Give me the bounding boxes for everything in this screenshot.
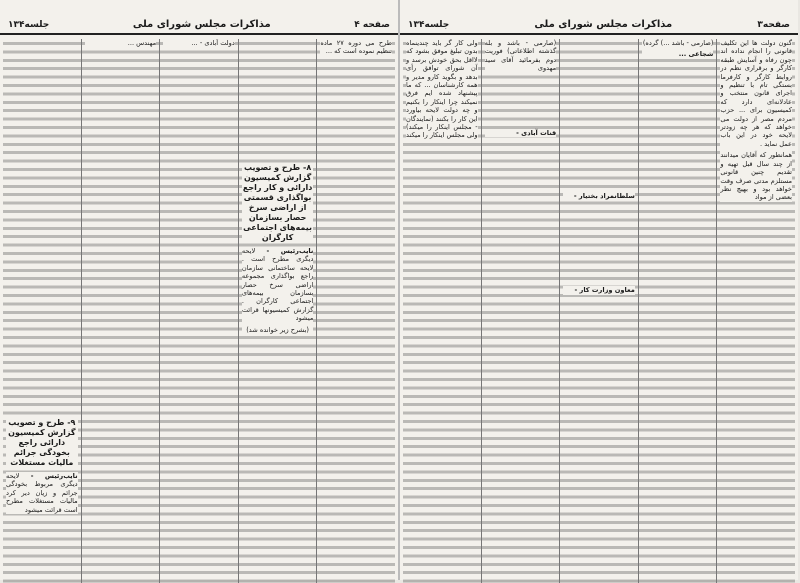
speaker-name: سلطانمراد بختیار -	[563, 192, 635, 200]
column-1	[316, 39, 395, 583]
paragraph: (صارمی - باشد ...) گرده)	[642, 39, 714, 47]
paragraph: مهندس ...	[85, 39, 157, 47]
column-4	[481, 39, 560, 583]
note: (بشرح زیر خوانده شد)	[242, 326, 314, 334]
column-3	[159, 39, 238, 583]
page-number: صفحه۳	[757, 20, 790, 30]
paragraph: ولی کار گر باید چندینماه بدون تبلیغ موفق بشود که لااقل بحق خودش برسد و آن شورای توافق رأی بدهد و بگوید کارو مدیر و همه کارشناسان ... که ما پیشنهاد شده ایم فرق نمیکند چرا اینکار را بکنیم و چه دولت لایحه بیاورد این کار را بکنند (نمایندگان - مجلس اینکار را میکند) ولی مجلس اینکار را میکند	[406, 39, 478, 140]
newspaper-title: مذاکرات مجلس شورای ملی	[132, 19, 271, 30]
paragraph: همانطور که آقایان میدانند از چند سال قبل تهیه و تقدیم چنین قانونی مستلزم مدتی صرف وقت خواهد بود و بهیچ نظر بعضی از مواد	[720, 151, 792, 202]
text-columns	[400, 35, 798, 583]
page-number: صفحه ۴	[354, 20, 390, 30]
page-4	[0, 0, 400, 580]
speaker-name: قنات آبادی -	[485, 129, 557, 137]
paragraph: طرح می دوره ۲۷ ماده تنظیم نموده است که ...	[320, 39, 392, 56]
speaker-name: نایب‌رئیس -	[30, 472, 78, 480]
page-header	[0, 0, 398, 35]
column-4	[81, 39, 160, 583]
section-heading: ۸- طرح و تصویب گزارش کمیسیون دارائی و کار راجع بواگذاری قسمتی از اراضی سرخ حصار بسازمان بیمه‌های اجتماعی کارگران	[242, 163, 313, 242]
session-number: جلسه۱۳۴	[408, 20, 450, 30]
column-5	[3, 39, 81, 583]
column-1	[716, 39, 795, 583]
column-2	[238, 39, 317, 583]
text-columns	[0, 35, 398, 583]
speaker-name: شجاعی ...	[642, 50, 714, 58]
speaker-name: معاون وزارت کار -	[563, 286, 635, 294]
column-5	[403, 39, 481, 583]
column-2	[638, 39, 717, 583]
paragraph: دولت آبادی - ...	[163, 39, 235, 47]
speaker-name: نایب‌رئیس -	[266, 247, 314, 255]
session-number: جلسه۱۳۴	[8, 20, 50, 30]
paragraph: (صارمی - باشد و بله گذشته اطلاعاتی) فوریت دوم بفرمائید آقای سید مهدوی	[484, 39, 557, 73]
newspaper-title: مذاکرات مجلس شورای ملی	[534, 19, 673, 30]
paragraph: لایحه دیگری مطرح است . لایحه ساختمانی سازمان راجع بواگذاری مجموعه اراضی سرخ حصار بسازمان بیمه‌های اجتماعی کارگران . گزارش کمیسیونها قرائت میشود	[241, 247, 314, 323]
section-heading: ۹- طرح و تصویب گزارش کمیسیون دارائی راجع بخودگی جرائم مالیات مستغلات	[6, 418, 78, 468]
column-3	[559, 39, 638, 583]
paragraph: گنون دولت ها این تکلیف قانونی را انجام نداده اند چون رفاه و آسایش طبقه کارگر و برقراری نظم در روابط کارگر و کارفرما بستگی تام با تنظیم و اجرای قانون منتخب و عادلانه‌ای دارد که کمیسیون برای ... حزب مردم مصر از دولت می خواهد که هر چه زودتر لایحه خود در این باب عمل نماید .	[720, 39, 792, 148]
page-header	[400, 0, 798, 35]
page-3	[400, 0, 798, 580]
paragraph: لایحه دیگری مربوط بخودگی جرائم و زیان دیر کرد مالیات مستغلات مطرح است قرائت میشود	[6, 472, 78, 514]
